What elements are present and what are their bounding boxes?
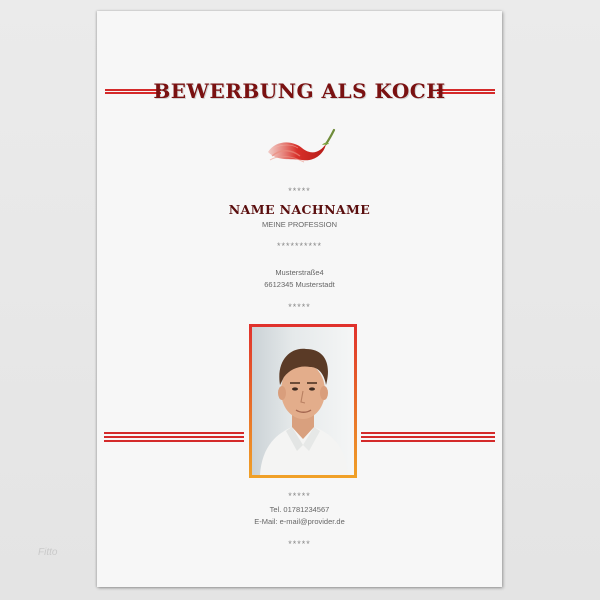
portrait-frame	[249, 324, 357, 478]
portrait-photo	[252, 327, 354, 475]
portrait-figure	[252, 327, 354, 475]
photo-rule-left	[104, 432, 244, 444]
separator-5: *****	[288, 539, 311, 549]
contact-email: E-Mail: e-mail@provider.de	[254, 517, 345, 526]
address-city: 6612345 Musterstadt	[264, 280, 335, 289]
watermark-text: Fitto	[38, 547, 58, 558]
contact-phone: Tel. 01781234567	[269, 505, 330, 514]
address-street: Musterstraße4	[275, 268, 324, 277]
cover-page	[97, 11, 502, 587]
applicant-profession: MEINE PROFESSION	[261, 220, 337, 229]
separator-3: *****	[288, 302, 311, 312]
applicant-name: NAME NACHNAME	[228, 202, 371, 217]
photo-rule-right	[361, 432, 495, 444]
separator-2: **********	[276, 241, 323, 251]
chili-pepper-icon	[262, 126, 342, 172]
separator-1: *****	[288, 186, 311, 196]
page-title: BEWERBUNG ALS KOCH	[153, 79, 446, 103]
separator-4: *****	[288, 491, 311, 501]
